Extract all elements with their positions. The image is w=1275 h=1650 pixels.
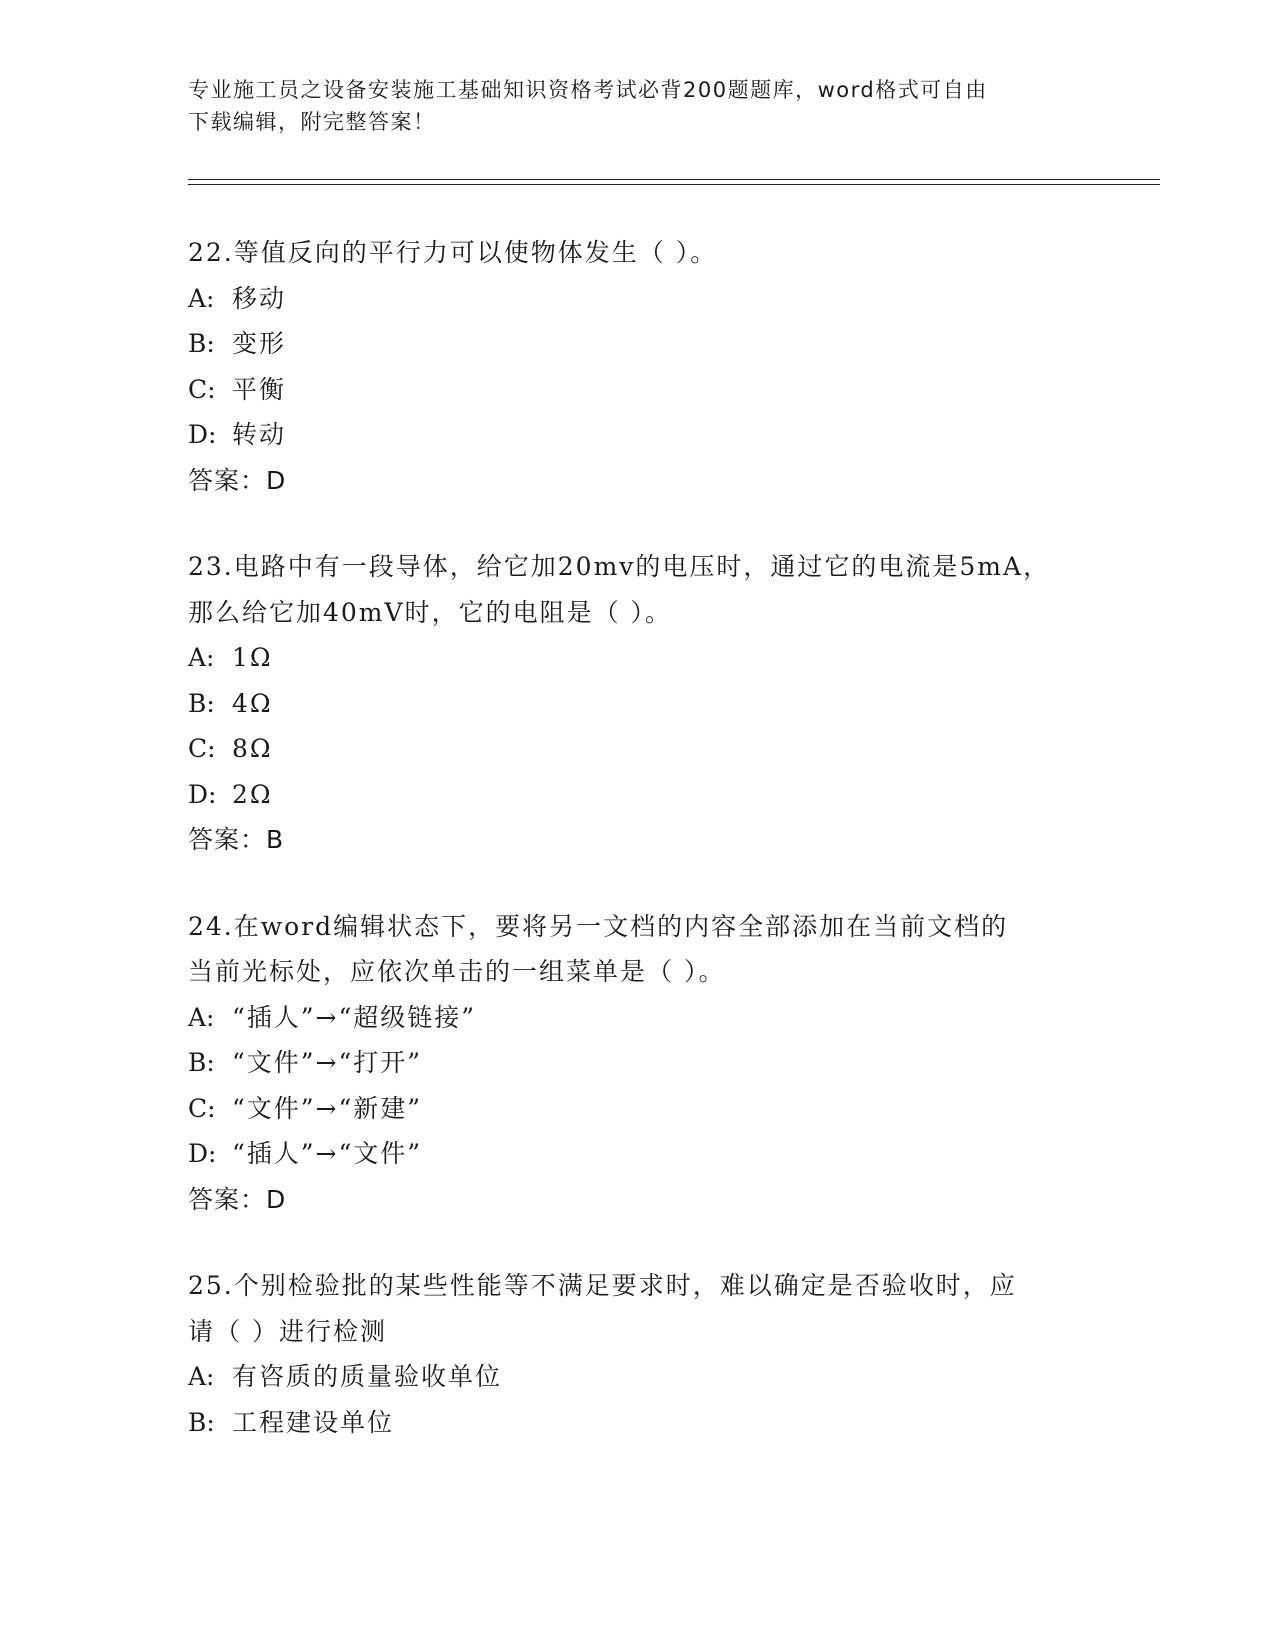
question-list <box>188 230 1088 1486</box>
answer-line: 答案：D <box>188 1184 287 1214</box>
option-b <box>188 681 1088 727</box>
question-24 <box>188 904 1088 1223</box>
option-text: 变形 <box>232 329 287 358</box>
question-23 <box>188 544 1088 863</box>
header-line-2: 下载编辑，附完整答案！ <box>188 110 436 134</box>
option-a <box>188 276 1088 322</box>
option-letter: B: <box>188 1048 215 1077</box>
option-text: 2Ω <box>232 779 273 809</box>
question-stem: 23.电路中有一段导体，给它加20mv的电压时，通过它的电流是5mA， <box>188 552 1051 581</box>
question-stem-continued: 当前光标处，应依次单击的一组菜单是（ ）。 <box>188 957 726 986</box>
option-text: 有咨质的质量验收单位 <box>232 1362 503 1391</box>
question-22 <box>188 230 1088 503</box>
option-text: 移动 <box>232 283 287 313</box>
option-text: 1Ω <box>232 643 273 672</box>
option-letter: B: <box>188 329 215 358</box>
option-text: 工程建设单位 <box>232 1407 395 1437</box>
document-header <box>188 74 1068 138</box>
option-c <box>188 1086 1088 1132</box>
option-letter: A: <box>188 283 215 313</box>
option-a <box>188 635 1088 681</box>
question-stem-continued: 那么给它加40mV时，它的电阻是（ ）。 <box>188 597 673 627</box>
option-c <box>188 726 1088 772</box>
option-b <box>188 1400 1088 1446</box>
option-letter: B: <box>188 1407 215 1437</box>
option-letter: A: <box>188 1002 215 1032</box>
question-stem-continued: 请（ ）进行检测 <box>188 1316 387 1346</box>
option-b <box>188 321 1088 367</box>
option-letter: D: <box>188 1139 217 1168</box>
answer-line: 答案：B <box>188 825 285 854</box>
header-line-1: 专业施工员之设备安装施工基础知识资格考试必背200题题库，word格式可自由 <box>188 78 988 102</box>
option-text: “插人”→“超级链接” <box>232 1002 477 1032</box>
answer-line: 答案：D <box>188 465 287 495</box>
question-stem: 22.等值反向的平行力可以使物体发生（ ）。 <box>188 238 718 267</box>
question-stem: 25.个别检验批的某些性能等不满足要求时，难以确定是否验收时，应 <box>188 1271 1017 1300</box>
option-c <box>188 367 1088 413</box>
option-a <box>188 1354 1088 1400</box>
question-25 <box>188 1263 1088 1445</box>
header-divider-bottom <box>188 184 1160 185</box>
option-d <box>188 412 1088 458</box>
option-text: 平衡 <box>232 374 287 404</box>
option-text: “文件”→“打开” <box>232 1048 423 1077</box>
option-a <box>188 995 1088 1041</box>
option-letter: C: <box>188 1093 216 1123</box>
option-text: 转动 <box>232 420 287 449</box>
option-text: “插人”→“文件” <box>232 1139 423 1168</box>
option-letter: A: <box>188 643 215 672</box>
option-d <box>188 1131 1088 1177</box>
option-letter: B: <box>188 688 215 718</box>
option-text: 4Ω <box>232 688 273 718</box>
option-d <box>188 772 1088 818</box>
option-text: “文件”→“新建” <box>232 1093 423 1123</box>
option-letter: D: <box>188 779 217 809</box>
option-letter: C: <box>188 734 216 763</box>
header-divider-top <box>188 179 1160 180</box>
question-stem: 24.在word编辑状态下，要将另一文档的内容全部添加在当前文档的 <box>188 911 1009 941</box>
option-letter: C: <box>188 374 216 404</box>
option-letter: A: <box>188 1362 215 1391</box>
option-letter: D: <box>188 420 217 449</box>
option-text: 8Ω <box>232 734 273 763</box>
option-b <box>188 1040 1088 1086</box>
